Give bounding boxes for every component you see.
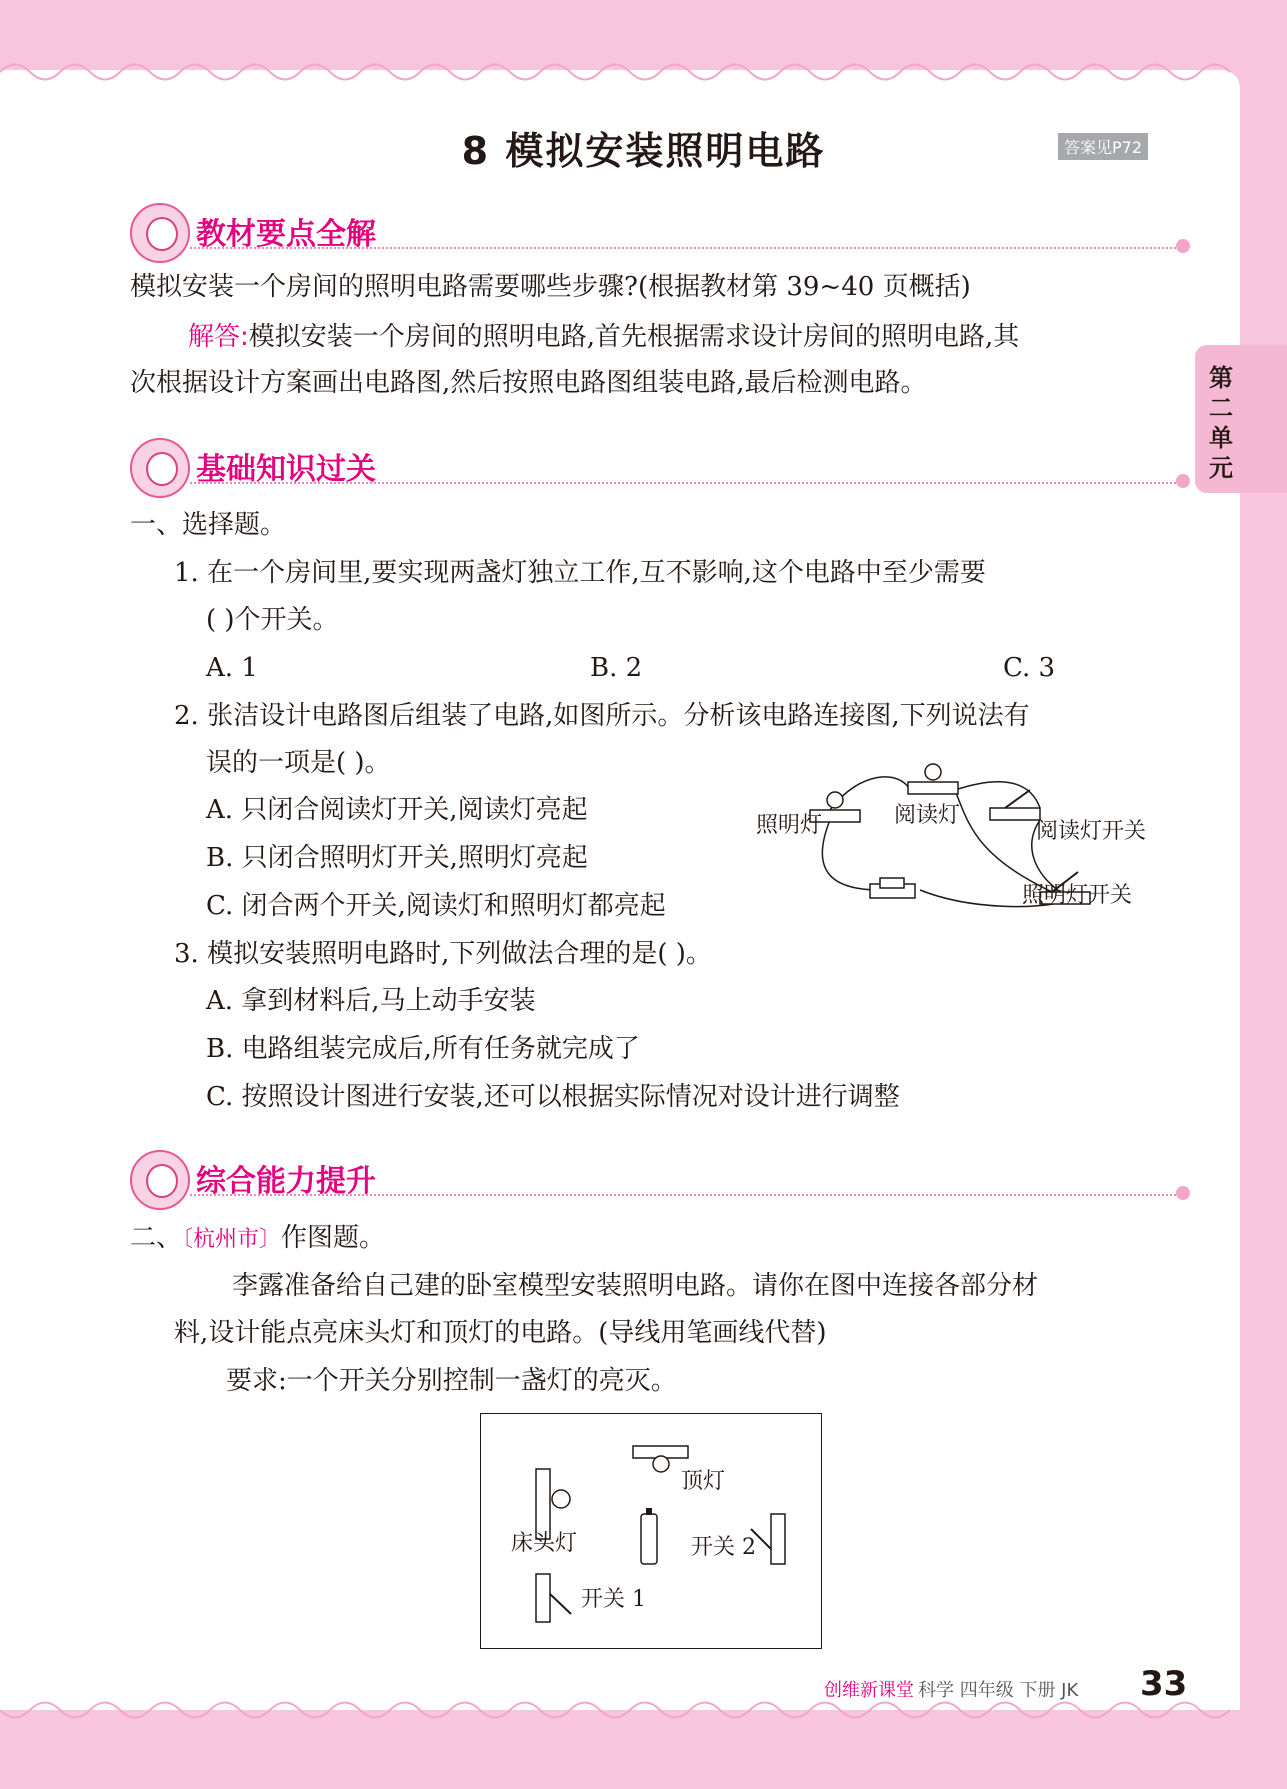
label-switch-2: 开关 2 — [691, 1535, 756, 1560]
circuit-diagram — [740, 760, 1180, 920]
dot-ornament-icon — [1176, 1186, 1190, 1200]
section-header-ability — [130, 1150, 1180, 1210]
section-header-key-points — [130, 203, 1180, 263]
answer-label: 解答: — [188, 322, 249, 352]
section-title: 综合能力提升 — [196, 1164, 376, 1199]
drawing-figure-box — [480, 1413, 822, 1649]
option-a: A. 只闭合阅读灯开关,阅读灯亮起 — [206, 795, 588, 825]
section-title: 基础知识过关 — [196, 452, 376, 487]
question-text: 模拟安装一个房间的照明电路需要哪些步骤?(根据教材第 39~40 页概括) — [130, 272, 971, 302]
option-c: C. 闭合两个开关,阅读灯和照明灯都亮起 — [206, 891, 666, 921]
option-a: A. 拿到材料后,马上动手安装 — [206, 986, 536, 1016]
page-title: 8 模拟安装照明电路 — [461, 129, 826, 173]
label-reading-lamp: 阅读灯 — [894, 803, 961, 828]
cartoon-face-icon — [130, 438, 190, 498]
label-switch-1: 开关 1 — [581, 1587, 646, 1612]
question-3-text: 3. 模拟安装照明电路时,下列做法合理的是( )。 — [174, 939, 712, 969]
label-lighting-lamp-switch: 照明灯开关 — [1022, 883, 1133, 908]
cartoon-face-icon — [130, 1150, 190, 1210]
option-b: B. 只闭合照明灯开关,照明灯亮起 — [206, 843, 588, 873]
footer-book-info: 科学 四年级 下册 JK — [918, 1680, 1079, 1701]
option-b: B. 电路组装完成后,所有任务就完成了 — [206, 1034, 640, 1064]
cartoon-face-icon — [130, 203, 190, 263]
label-lighting-lamp: 照明灯 — [756, 813, 823, 838]
problem-text: 料,设计能点亮床头灯和顶灯的电路。(导线用笔画线代替) — [174, 1318, 827, 1348]
label-ceiling-lamp: 顶灯 — [681, 1469, 726, 1494]
unit-side-tab-label: 第二单元 — [1209, 364, 1233, 482]
option-a: A. 1 — [206, 653, 258, 683]
requirement-text: 要求:一个开关分别控制一盏灯的亮灭。 — [226, 1366, 677, 1396]
question-1-text: ( )个开关。 — [206, 605, 339, 635]
answer-line: 次根据设计方案画出电路图,然后按照电路图组装电路,最后检测电路。 — [130, 368, 927, 398]
question-2-text: 误的一项是( )。 — [206, 748, 391, 778]
question-1-text: 1. 在一个房间里,要实现两盏灯独立工作,互不影响,这个电路中至少需要 — [174, 558, 986, 588]
unit-side-tab — [1195, 345, 1287, 493]
footer-brand: 创维新课堂 — [824, 1680, 914, 1701]
region-tag: 〔杭州市〕 — [182, 1227, 282, 1252]
label-reading-lamp-switch: 阅读灯开关 — [1036, 819, 1147, 844]
option-b: B. 2 — [590, 653, 643, 683]
dot-ornament-icon — [1176, 239, 1190, 253]
section-title: 教材要点全解 — [196, 217, 376, 252]
answer-reference-badge: 答案见P72 — [1058, 133, 1148, 160]
section-header-basics — [130, 438, 1180, 498]
question-2-text: 2. 张洁设计电路图后组装了电路,如图所示。分析该电路连接图,下列说法有 — [174, 701, 1030, 731]
decorative-wave-bottom — [0, 1700, 1240, 1730]
page-number: 33 — [1140, 1664, 1188, 1704]
answer-line: 解答:模拟安装一个房间的照明电路,首先根据需求设计房间的照明电路,其 — [188, 322, 1020, 352]
option-c: C. 按照设计图进行安装,还可以根据实际情况对设计进行调整 — [206, 1082, 900, 1112]
option-c: C. 3 — [1003, 653, 1056, 683]
part-heading: 二、〔杭州市〕作图题。 — [130, 1223, 386, 1253]
decorative-wave-top — [0, 52, 1240, 82]
part-heading: 一、选择题。 — [130, 510, 287, 540]
problem-text: 李露准备给自己建的卧室模型安装照明电路。请你在图中连接各部分材 — [232, 1271, 1039, 1301]
dot-ornament-icon — [1176, 474, 1190, 488]
label-bedside-lamp: 床头灯 — [511, 1531, 578, 1556]
